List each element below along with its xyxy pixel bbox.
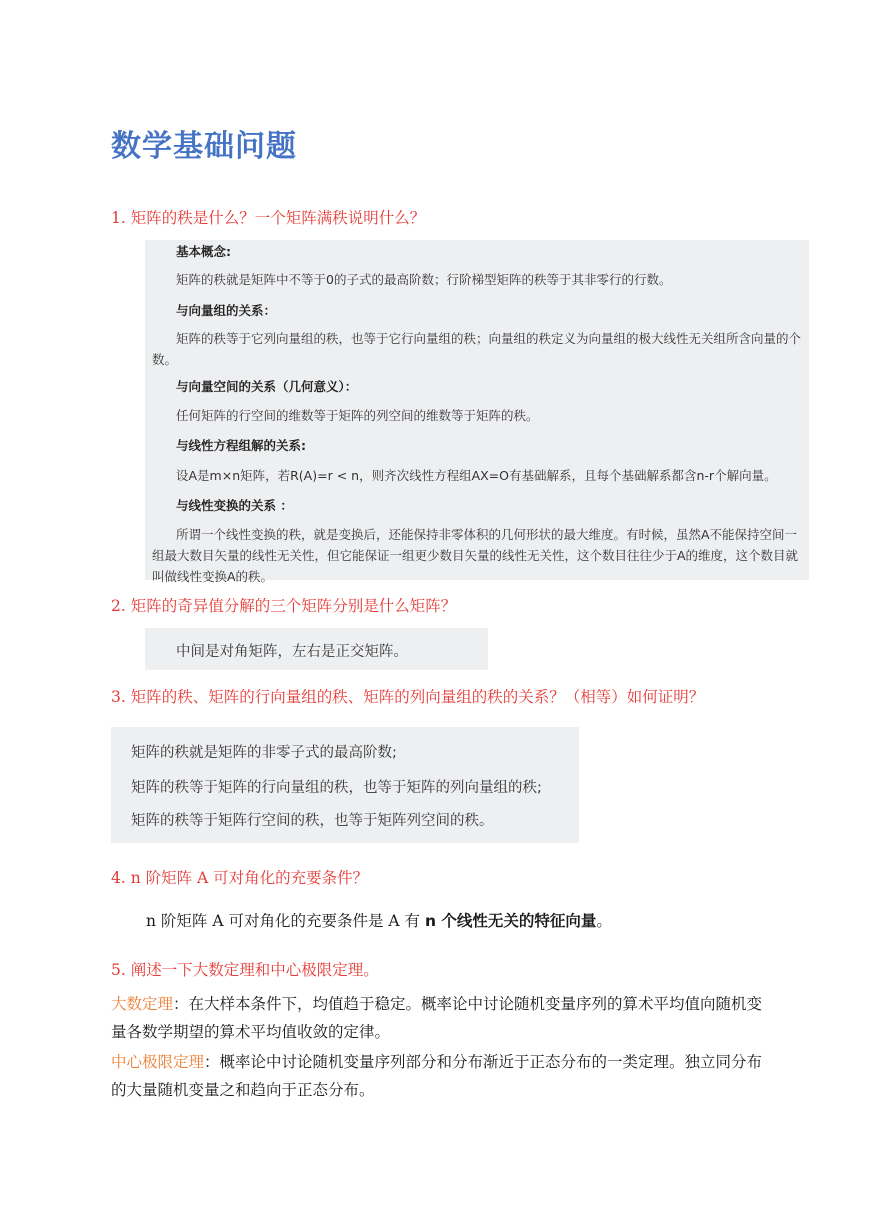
text-linear-transform: 所谓一个线性变换的秩，就是变换后，还能保持非零体积的几何形状的最大维度。有时候，虽然A不能保持空间一组最大数目矢量的线性无关性，但它能保证一组更少数目矢量的线性无关性，这个数目往往少于A的维度，这个数目就叫做线性变换A的秩。: [152, 527, 799, 584]
law-of-large-numbers: [111, 990, 771, 1046]
answer-box-3: [111, 727, 579, 843]
text-linear-equations: 设A是m×n矩阵，若R(A)=r < n，则齐次线性方程组AX=O有基础解系，且每个基础解系都含n-r个解向量。: [176, 468, 777, 483]
answer-3-line-3: 矩阵的秩等于矩阵行空间的秩，也等于矩阵列空间的秩。: [131, 813, 494, 829]
text-vector-space: 任何矩阵的行空间的维数等于矩阵的列空间的维数等于矩阵的秩。: [176, 408, 539, 423]
heading-vector-space: 与向量空间的关系（几何意义）：: [176, 379, 358, 394]
answer-4: [146, 909, 612, 931]
heading-linear-equations: 与线性方程组解的关系:: [176, 438, 306, 453]
answer-3-line-2: 矩阵的秩等于矩阵的行向量组的秩，也等于矩阵的列向量组的秩;: [131, 780, 542, 796]
answer-2-text: 中间是对角矩阵，左右是正交矩阵。: [176, 644, 408, 660]
answer-box-1: [145, 240, 809, 584]
clt-term: 中心极限定理: [111, 1053, 205, 1071]
question-3: 3. 矩阵的秩、矩阵的行向量组的秩、矩阵的列向量组的秩的关系？（相等）如何证明？: [111, 688, 705, 706]
heading-basic-concept: 基本概念:: [176, 244, 231, 259]
answer-3-line-1: 矩阵的秩就是矩阵的非零子式的最高阶数;: [131, 745, 397, 761]
answer-box-2: [145, 628, 488, 670]
answer-4-bold: n 个线性无关的特征向量: [424, 912, 597, 930]
text-vector-group: 矩阵的秩等于它列向量组的秩，也等于它行向量组的秩；向量组的秩定义为向量组的极大线性无关组所含向量的个数。: [152, 331, 802, 367]
lln-term: 大数定理: [111, 995, 174, 1013]
answer-4-pre: n 阶矩阵 A 可对角化的充要条件是 A 有: [146, 912, 425, 930]
question-2: 2. 矩阵的奇异值分解的三个矩阵分别是什么矩阵？: [111, 597, 457, 615]
page-title: 数学基础问题: [111, 129, 297, 164]
answer-4-post: 。: [596, 912, 612, 930]
clt-text: ：概率论中讨论随机变量序列部分和分布渐近于正态分布的一类定理。独立同分布的大量随机变量之和趋向于正态分布。: [111, 1053, 763, 1099]
question-1: 1. 矩阵的秩是什么？一个矩阵满秩说明什么？: [111, 209, 426, 227]
question-4: 4. n 阶矩阵 A 可对角化的充要条件？: [111, 869, 369, 887]
heading-vector-group: 与向量组的关系：: [176, 303, 277, 318]
lln-text: ：在大样本条件下，均值趋于稳定。概率论中讨论随机变量序列的算术平均值向随机变量各数学期望的算术平均值收敛的定律。: [111, 995, 763, 1041]
question-5: 5. 阐述一下大数定理和中心极限定理。: [111, 961, 379, 979]
text-basic-concept: 矩阵的秩就是矩阵中不等于0的子式的最高阶数；行阶梯型矩阵的秩等于其非零行的行数。: [176, 272, 672, 287]
heading-linear-transform: 与线性变换的关系 ：: [176, 498, 293, 513]
central-limit-theorem: [111, 1048, 771, 1104]
